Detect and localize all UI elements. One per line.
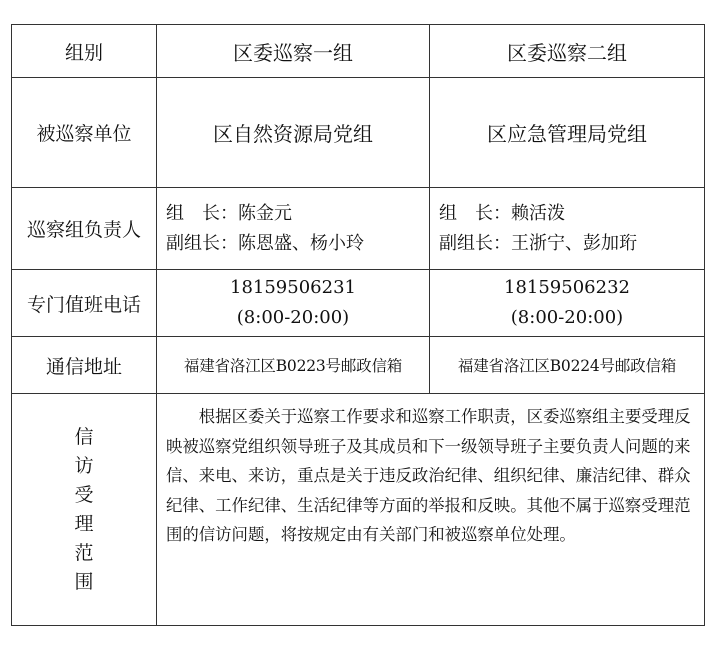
- group1-hotline-hours: (8:00-20:00): [236, 307, 350, 328]
- inspection-info-table: [11, 24, 705, 626]
- group1-address: 福建省洛江区B0223号邮政信箱: [157, 337, 430, 394]
- scope-label-char: 信: [74, 425, 94, 448]
- group2-inspected-unit: 区应急管理局党组: [430, 78, 705, 188]
- hotline-label: 专门值班电话: [12, 270, 157, 337]
- scope-row: [12, 394, 705, 626]
- group1-hotline: [157, 270, 430, 337]
- group1-leader: 组 长：陈金元: [166, 202, 292, 224]
- group1-leaders: [157, 188, 430, 270]
- group1-deputy-leaders: 副组长：陈恩盛、杨小玲: [166, 232, 364, 254]
- address-label: 通信地址: [12, 337, 157, 394]
- scope-label-char: 理: [74, 512, 94, 535]
- scope-text: 根据区委关于巡察工作要求和巡察工作职责，区委巡察组主要受理反映被巡察党组织领导班子及其成员和下一级领导班子主要负责人问题的来信、来电、来访，重点是关于违反政治纪律、组织纪律、廉洁纪律、群众纪律、工作纪律、生活纪律等方面的举报和反映。其他不属于巡察受理范围的信访问题，将按规定由有关部门和被巡察单位处理。: [166, 407, 691, 544]
- hotline-row: [12, 270, 705, 337]
- inspected-unit-row: [12, 78, 705, 188]
- group2-header: 区委巡察二组: [430, 25, 705, 78]
- group2-phone-number: 18159506232: [504, 277, 630, 298]
- group2-leaders: [430, 188, 705, 270]
- scope-description: [157, 394, 705, 626]
- leader-row: [12, 188, 705, 270]
- group1-phone-number: 18159506231: [230, 277, 356, 298]
- group2-hotline: [430, 270, 705, 337]
- group2-hotline-hours: (8:00-20:00): [510, 307, 624, 328]
- group2-deputy-leaders: 副组长：王浙宁、彭加珩: [439, 232, 637, 254]
- group1-inspected-unit: 区自然资源局党组: [157, 78, 430, 188]
- scope-label-char: 受: [74, 483, 94, 506]
- scope-label-char: 范: [74, 541, 94, 564]
- leader-label: 巡察组负责人: [12, 188, 157, 270]
- scope-label: [12, 394, 157, 626]
- group2-leader: 组 长：赖活泼: [439, 202, 565, 224]
- address-row: [12, 337, 705, 394]
- inspected-unit-label: 被巡察单位: [12, 78, 157, 188]
- scope-label-char: 访: [74, 454, 94, 477]
- group1-header: 区委巡察一组: [157, 25, 430, 78]
- group2-address: 福建省洛江区B0224号邮政信箱: [430, 337, 705, 394]
- header-row: [12, 25, 705, 78]
- group-header-label: 组别: [12, 25, 157, 78]
- scope-label-char: 围: [74, 570, 94, 593]
